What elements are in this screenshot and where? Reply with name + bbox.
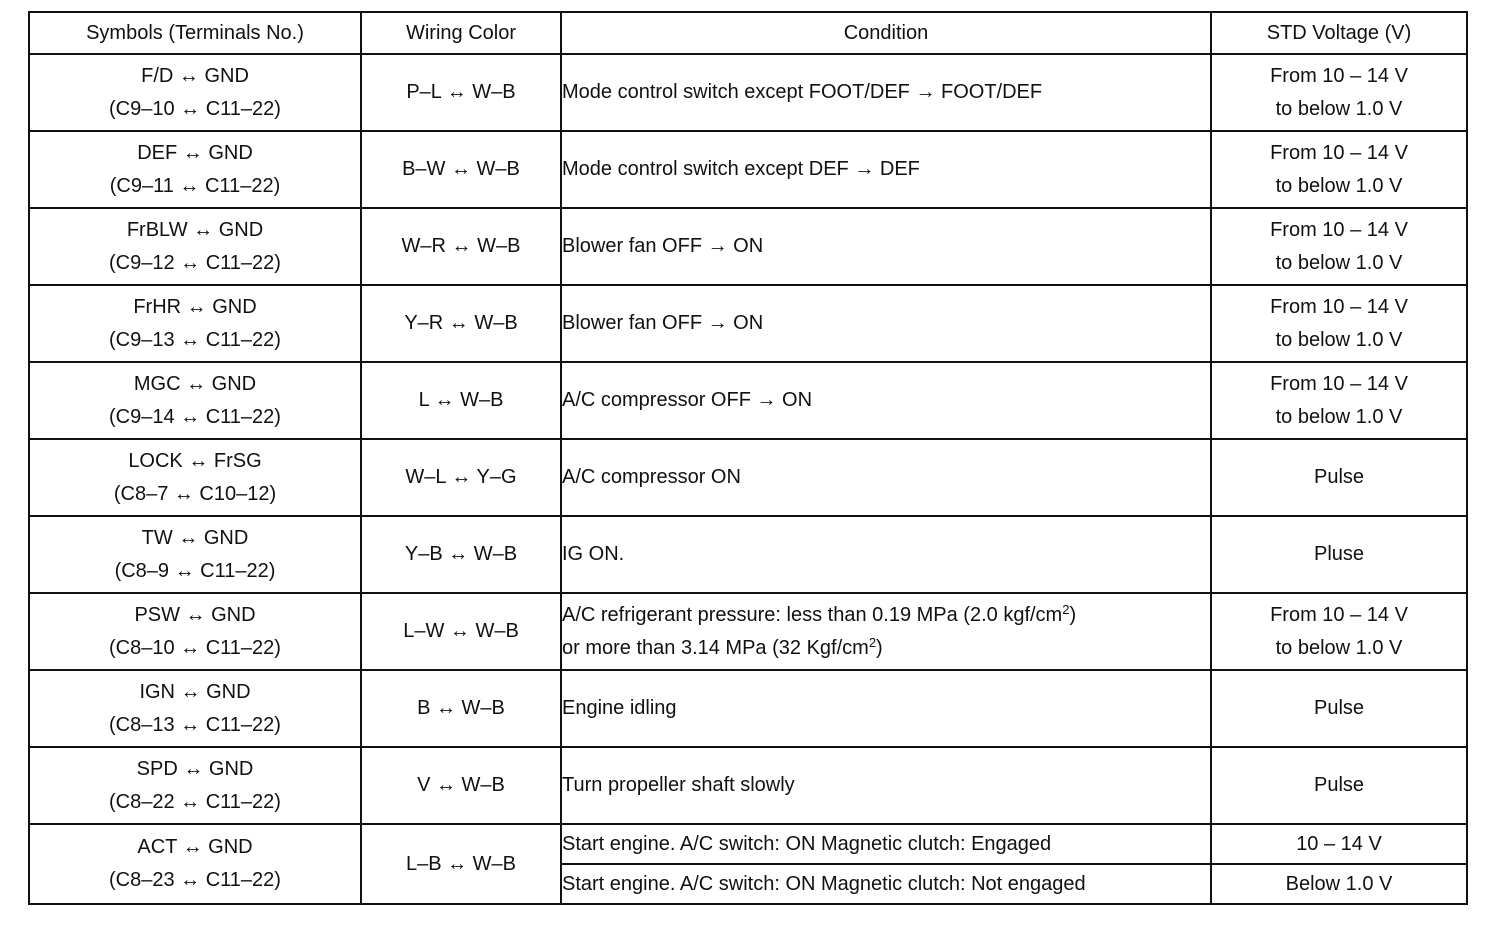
std-voltage: Pulse — [1211, 439, 1467, 516]
terminal-numbers: (C8–23 ↔ C11–22) — [109, 869, 281, 891]
symbol-cell — [29, 285, 361, 362]
std-voltage: Pulse — [1211, 670, 1467, 747]
terminal-numbers: (C9–11 ↔ C11–22) — [109, 174, 281, 197]
condition: A/C compressor OFF → ON — [561, 362, 1211, 439]
condition: Blower fan OFF → ON — [561, 285, 1211, 362]
symbol-cell — [29, 824, 361, 904]
std-voltage — [1211, 131, 1467, 208]
condition: Blower fan OFF → ON — [561, 208, 1211, 285]
header-symbols: Symbols (Terminals No.) — [29, 12, 361, 54]
terminal-numbers: (C9–14 ↔ C11–22) — [109, 405, 281, 428]
voltage-from: From 10 – 14 V — [1270, 295, 1408, 318]
symbol-cell — [29, 516, 361, 593]
wiring-color: B ↔ W–B — [361, 670, 561, 747]
voltage-to: to below 1.0 V — [1275, 636, 1403, 659]
terminal-numbers: (C8–22 ↔ C11–22) — [109, 790, 281, 813]
wiring-color: L–W ↔ W–B — [361, 593, 561, 670]
symbol-cell — [29, 670, 361, 747]
voltage-to: to below 1.0 V — [1275, 251, 1403, 274]
terminal-numbers: (C9–12 ↔ C11–22) — [109, 251, 281, 274]
std-voltage: Pluse — [1211, 516, 1467, 593]
symbol-cell — [29, 747, 361, 824]
symbol-name: SPD ↔ GND — [136, 757, 254, 780]
std-voltage — [1211, 285, 1467, 362]
table-row — [29, 439, 1467, 516]
condition: Mode control switch except FOOT/DEF → FOOT/DEF — [561, 54, 1211, 131]
voltage-from: From 10 – 14 V — [1270, 218, 1408, 241]
header-wiring-color: Wiring Color — [361, 12, 561, 54]
table-row — [29, 670, 1467, 747]
symbol-cell — [29, 208, 361, 285]
voltage-from: From 10 – 14 V — [1270, 64, 1408, 87]
table-row — [29, 285, 1467, 362]
std-voltage — [1211, 593, 1467, 670]
symbol-cell — [29, 439, 361, 516]
voltage-from: From 10 – 14 V — [1270, 141, 1408, 164]
header-std-voltage: STD Voltage (V) — [1211, 12, 1467, 54]
std-voltage-not-engaged: Below 1.0 V — [1211, 864, 1467, 904]
voltage-from: From 10 – 14 V — [1270, 603, 1408, 626]
wiring-color: Y–R ↔ W–B — [361, 285, 561, 362]
condition: A/C compressor ON — [561, 439, 1211, 516]
std-voltage — [1211, 54, 1467, 131]
table-row — [29, 208, 1467, 285]
wiring-color: W–L ↔ Y–G — [361, 439, 561, 516]
symbol-name: MGC ↔ GND — [133, 372, 257, 395]
header-row — [29, 12, 1467, 54]
voltage-to: to below 1.0 V — [1275, 97, 1403, 120]
condition: Turn propeller shaft slowly — [561, 747, 1211, 824]
condition-engaged: Start engine. A/C switch: ON Magnetic clutch: Engaged — [561, 824, 1211, 864]
header-condition: Condition — [561, 12, 1211, 54]
voltage-to: to below 1.0 V — [1275, 328, 1403, 351]
symbol-name: F/D ↔ GND — [141, 64, 249, 87]
table-row — [29, 593, 1467, 670]
symbol-cell — [29, 362, 361, 439]
std-voltage-engaged: 10 – 14 V — [1211, 824, 1467, 864]
terminal-numbers: (C8–10 ↔ C11–22) — [109, 636, 281, 659]
terminal-numbers: (C9–13 ↔ C11–22) — [109, 328, 281, 351]
voltage-from: From 10 – 14 V — [1270, 372, 1408, 395]
wiring-color: P–L ↔ W–B — [361, 54, 561, 131]
condition: Mode control switch except DEF → DEF — [561, 131, 1211, 208]
terminal-numbers: (C8–13 ↔ C11–22) — [109, 713, 281, 736]
std-voltage — [1211, 362, 1467, 439]
symbol-name: DEF ↔ GND — [137, 141, 253, 164]
table-row — [29, 131, 1467, 208]
condition — [561, 593, 1211, 670]
wiring-color: L ↔ W–B — [361, 362, 561, 439]
symbol-cell — [29, 593, 361, 670]
terminal-numbers: (C8–7 ↔ C10–12) — [113, 482, 277, 505]
symbol-name: PSW ↔ GND — [134, 603, 256, 626]
wiring-color: W–R ↔ W–B — [361, 208, 561, 285]
voltage-to: to below 1.0 V — [1275, 405, 1403, 428]
table-row — [29, 362, 1467, 439]
std-voltage — [1211, 208, 1467, 285]
terminal-voltage-table — [28, 11, 1468, 905]
terminal-numbers: (C9–10 ↔ C11–22) — [109, 97, 281, 120]
terminal-numbers: (C8–9 ↔ C11–22) — [114, 559, 276, 582]
wiring-color: V ↔ W–B — [361, 747, 561, 824]
wiring-color: B–W ↔ W–B — [361, 131, 561, 208]
symbol-cell — [29, 131, 361, 208]
condition-line-1: A/C refrigerant pressure: less than 0.19 MPa (2.0 kgf/$cm^2$) — [562, 601, 1077, 626]
symbol-name: IGN ↔ GND — [139, 680, 251, 703]
condition: IG ON. — [561, 516, 1211, 593]
std-voltage: Pulse — [1211, 747, 1467, 824]
voltage-to: to below 1.0 V — [1275, 174, 1403, 197]
condition-not-engaged: Start engine. A/C switch: ON Magnetic clutch: Not engaged — [561, 864, 1211, 904]
symbol-name: TW ↔ GND — [141, 526, 249, 549]
table-row — [29, 747, 1467, 824]
condition-line-2: or more than 3.14 MPa (32 Kgf/$cm^2$) — [562, 634, 883, 659]
symbol-cell — [29, 54, 361, 131]
wiring-color: Y–B ↔ W–B — [361, 516, 561, 593]
symbol-name: FrHR ↔ GND — [133, 295, 257, 318]
symbol-name: FrBLW ↔ GND — [126, 218, 264, 241]
symbol-name: LOCK ↔ FrSG — [128, 449, 262, 472]
wiring-color: L–B ↔ W–B — [361, 824, 561, 904]
table-row — [29, 824, 1467, 864]
table-row — [29, 516, 1467, 593]
symbol-name: ACT ↔ GND — [137, 836, 253, 858]
condition: Engine idling — [561, 670, 1211, 747]
table-row — [29, 54, 1467, 131]
